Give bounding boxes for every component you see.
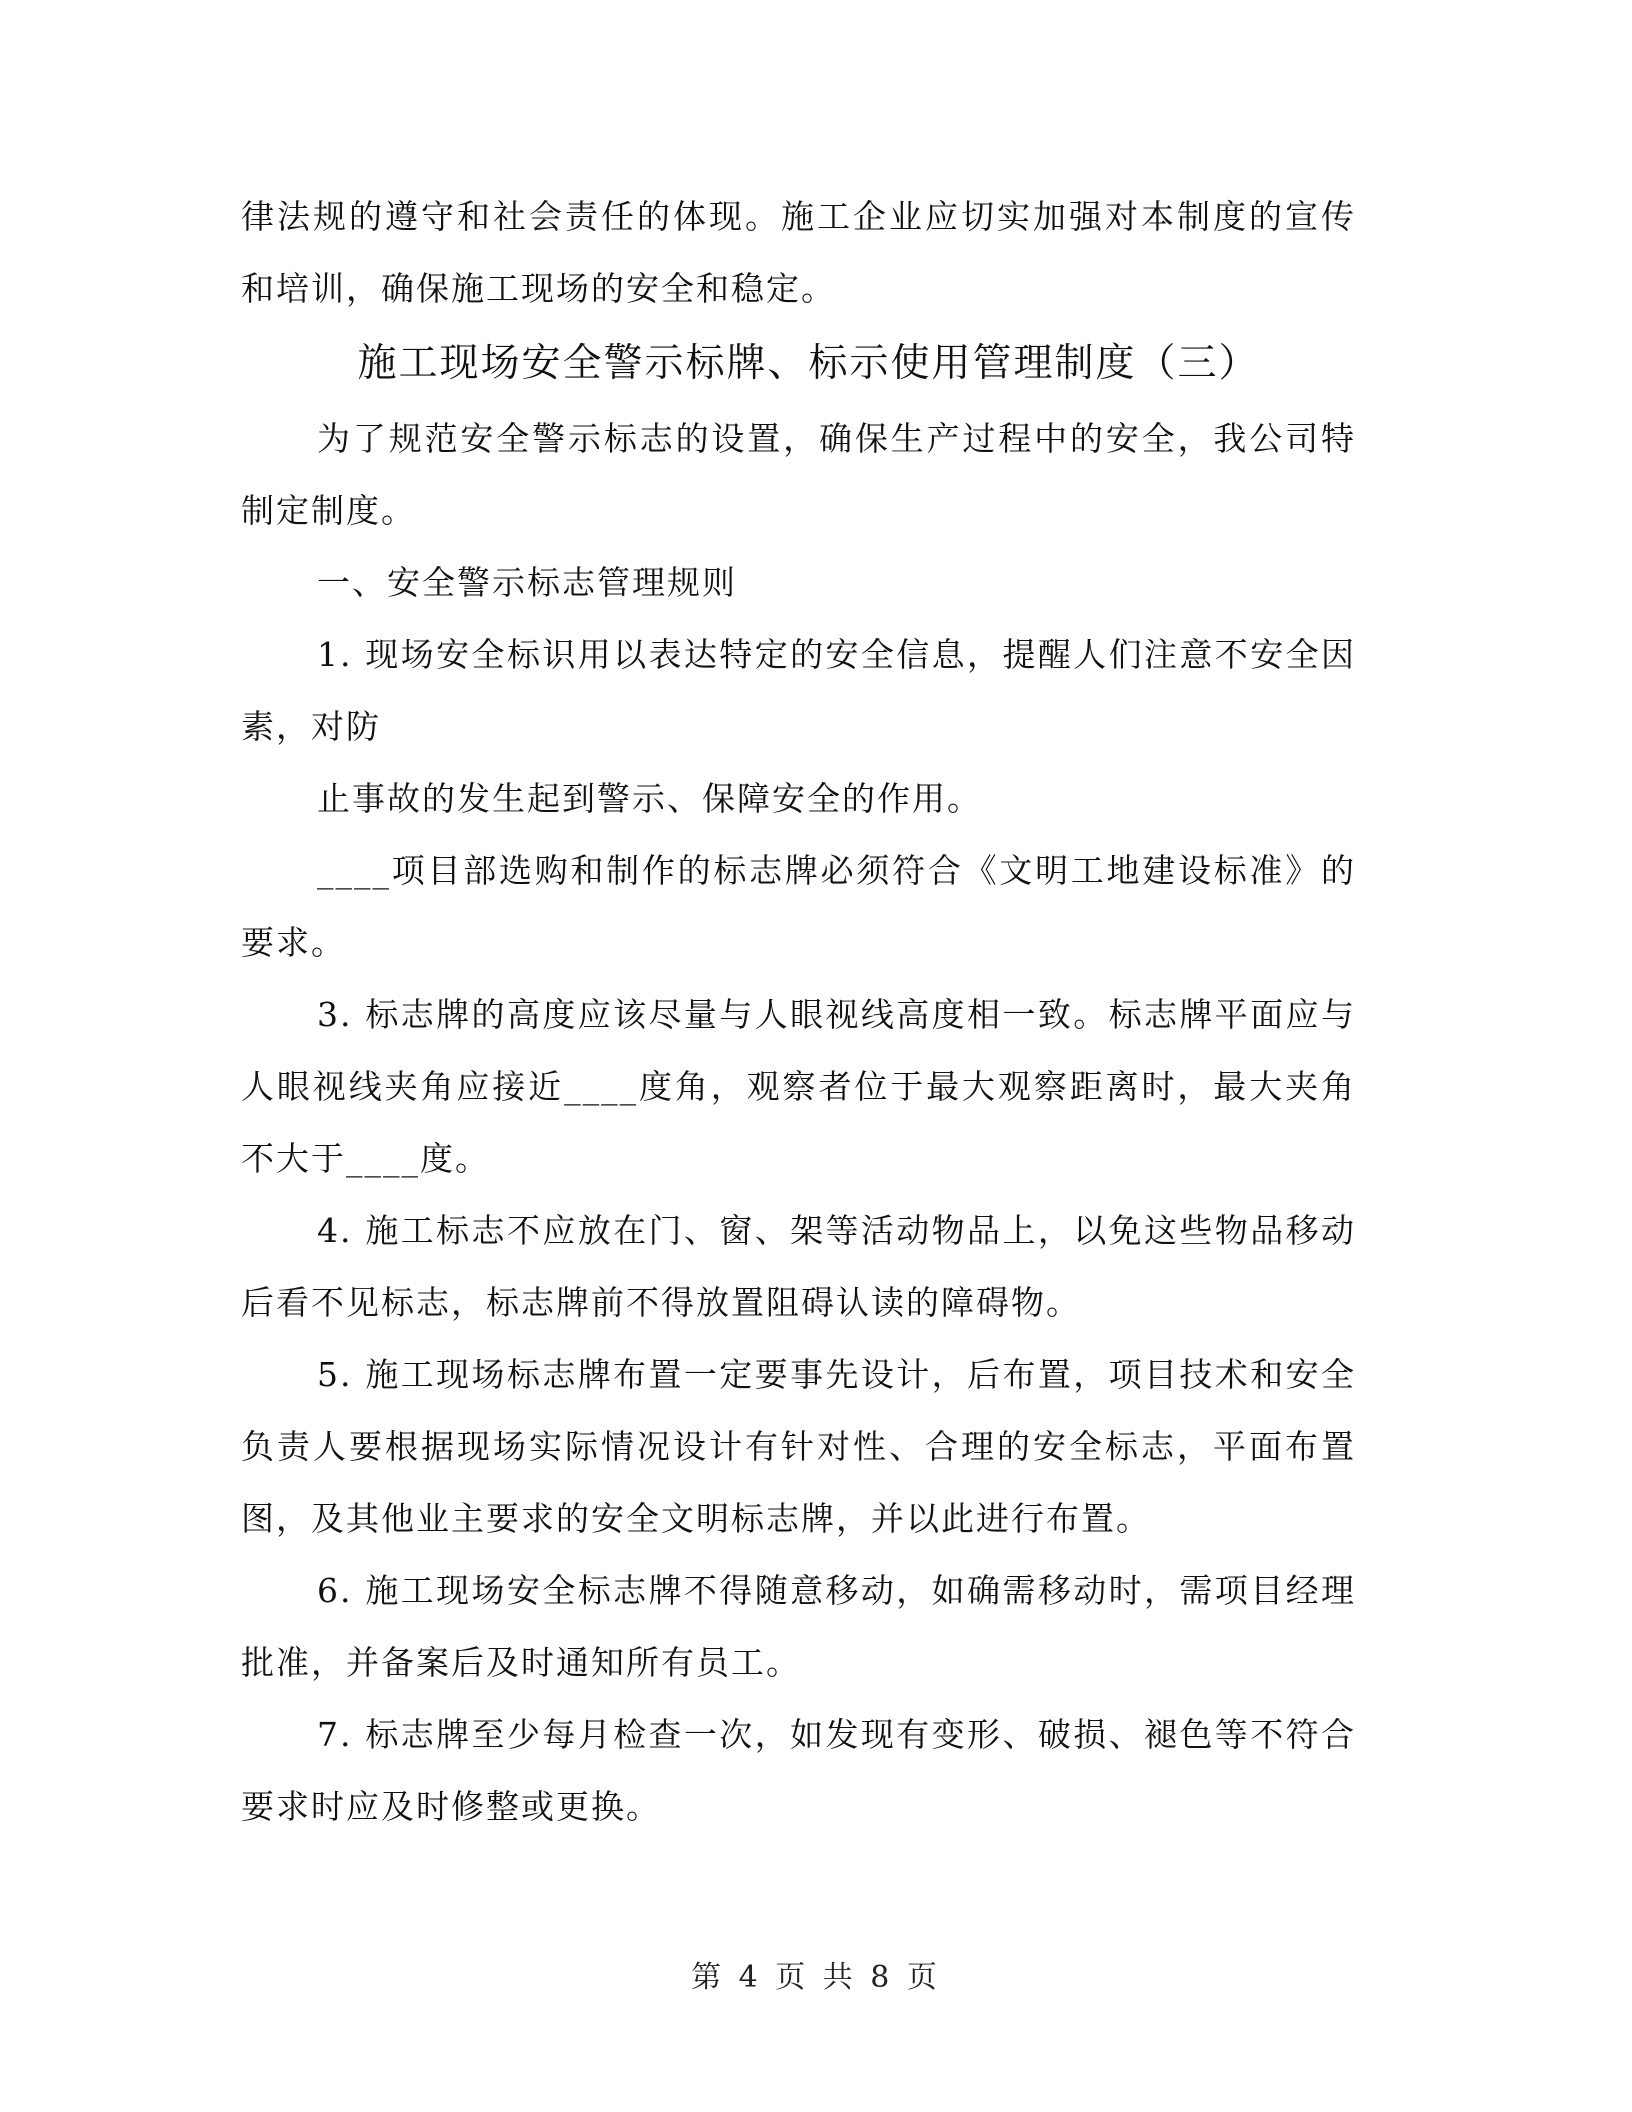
item-5-paragraph: 5. 施工现场标志牌布置一定要事先设计，后布置，项目技术和安全负责人要根据现场实际情况设计有针对性、合理的安全标志，平面布置图，及其他业主要求的安全文明标志牌，并以此进行布置。 xyxy=(241,1355,1356,1538)
document-body xyxy=(241,181,1356,1843)
item-1-paragraph: 1. 现场安全标识用以表达特定的安全信息，提醒人们注意不安全因素，对防 xyxy=(241,635,1356,746)
item-4-paragraph: 4. 施工标志不应放在门、窗、架等活动物品上，以免这些物品移动后看不见标志，标志牌前不得放置阻碍认读的障碍物。 xyxy=(241,1211,1356,1322)
item-2-paragraph: ____项目部选购和制作的标志牌必须符合《文明工地建设标准》的要求。 xyxy=(241,851,1356,962)
item-3-paragraph: 3. 标志牌的高度应该尽量与人眼视线高度相一致。标志牌平面应与人眼视线夹角应接近____度角，观察者位于最大观察距离时，最大夹角不大于____度。 xyxy=(241,995,1356,1178)
paragraph-continuation: 律法规的遵守和社会责任的体现。施工企业应切实加强对本制度的宣传和培训，确保施工现场的安全和稳定。 xyxy=(241,197,1356,308)
item-1-continuation: 止事故的发生起到警示、保障安全的作用。 xyxy=(317,779,982,818)
intro-paragraph: 为了规范安全警示标志的设置，确保生产过程中的安全，我公司特制定制度。 xyxy=(241,419,1356,530)
section-heading: 一、安全警示标志管理规则 xyxy=(317,563,737,602)
page-footer: 第 4 页 共 8 页 xyxy=(691,1960,941,1995)
item-6-paragraph: 6. 施工现场安全标志牌不得随意移动，如确需移动时，需项目经理批准，并备案后及时通知所有员工。 xyxy=(241,1571,1356,1682)
section-title: 施工现场安全警示标牌、标示使用管理制度（三） xyxy=(357,341,1260,386)
item-7-paragraph: 7. 标志牌至少每月检查一次，如发现有变形、破损、褪色等不符合要求时应及时修整或更换。 xyxy=(241,1715,1356,1826)
